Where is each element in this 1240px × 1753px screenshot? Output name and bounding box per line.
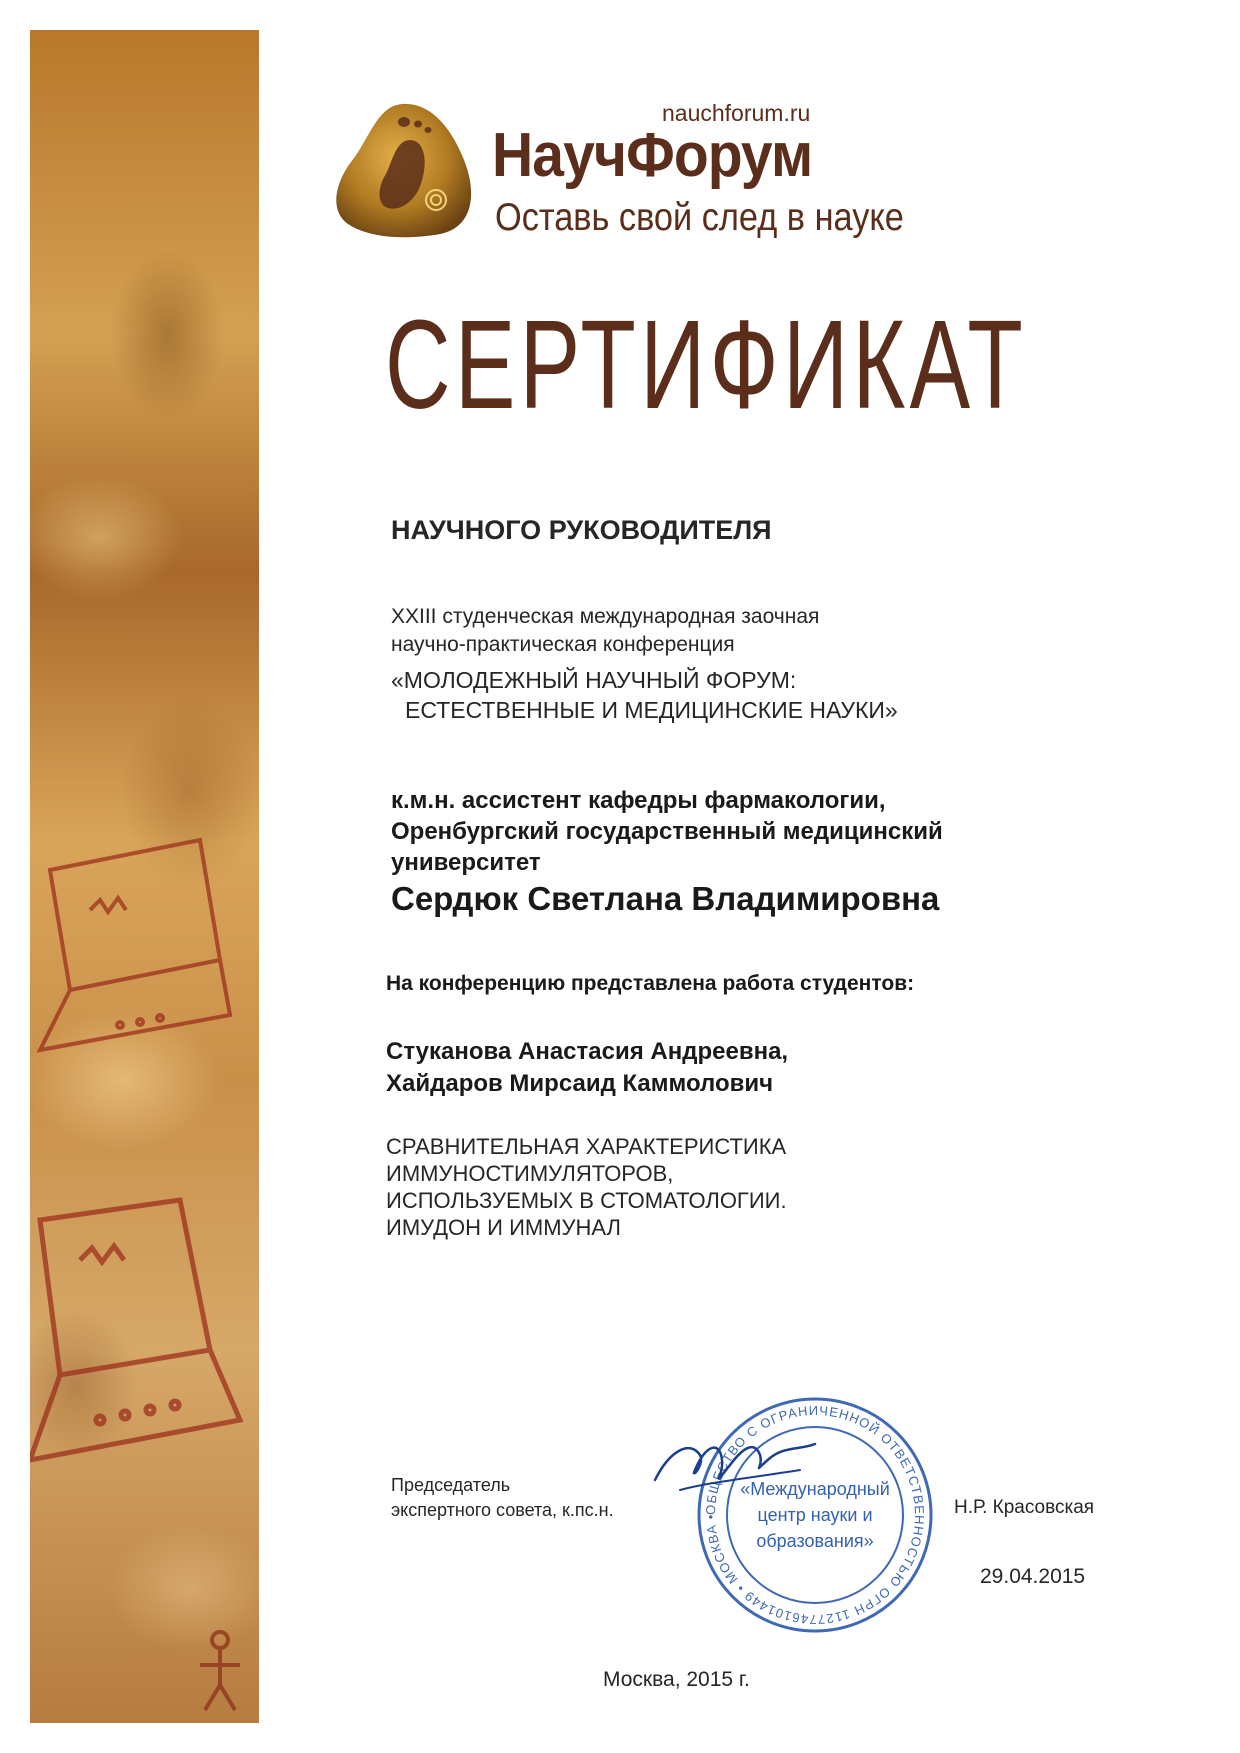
stamp-center-line-3: образования» (756, 1531, 874, 1551)
work-title (386, 1133, 787, 1241)
stamp-ring-text: ОБЩЕСТВО С ОГРАНИЧЕННОЙ ОТВЕТСТВЕННОСТЬЮ ОГРН 1127746101449 • МОСКВА • (702, 1402, 928, 1628)
chair-title-line-2: экспертного совета, к.пс.н. (391, 1500, 614, 1520)
work-title-line-4: ИМУДОН И ИММУНАЛ (386, 1215, 621, 1240)
logo-name: НаучФорум (492, 121, 813, 190)
work-title-line-3: ИСПОЛЬЗУЕМЫХ В СТОМАТОЛОГИИ. (386, 1188, 787, 1213)
stamp-center-line-2: центр науки и (757, 1505, 873, 1525)
conference-description (391, 603, 819, 659)
footprint-stone-logo-icon (332, 100, 480, 240)
decorative-side-strip (30, 30, 259, 1723)
students-list (386, 1036, 788, 1100)
recipient-name: Сердюк Светлана Владимировна (391, 880, 940, 917)
figure-rock-drawing-icon (30, 1620, 259, 1720)
handwritten-signature (650, 1420, 820, 1510)
affiliation-line-3: университет (391, 849, 541, 876)
conference-line-2: научно-практическая конференция (391, 633, 735, 656)
chair-title-line-1: Председатель (391, 1475, 511, 1495)
chair-title (391, 1473, 614, 1523)
certificate-role: НАУЧНОГО РУКОВОДИТЕЛЯ (391, 515, 772, 545)
affiliation-line-1: к.м.н. ассистент кафедры фармакологии, (391, 787, 886, 814)
city-year: Москва, 2015 г. (603, 1668, 750, 1691)
work-title-line-2: ИММУНОСТИМУЛЯТОРОВ, (386, 1161, 674, 1186)
logo-url: nauchforum.ru (662, 100, 811, 126)
student-2: Хайдаров Мирсаид Каммолович (386, 1070, 774, 1097)
conference-name-line-1: «МОЛОДЕЖНЫЙ НАУЧНЫЙ ФОРУМ: (391, 667, 797, 693)
certificate-title: СЕРТИФИКАТ (385, 294, 1028, 435)
logo-slogan: Оставь свой след в науке (495, 196, 904, 239)
student-1: Стуканова Анастасия Андреевна, (386, 1038, 789, 1065)
work-title-line-1: СРАВНИТЕЛЬНАЯ ХАРАКТЕРИСТИКА (386, 1134, 787, 1159)
recipient-affiliation (391, 785, 943, 878)
chair-name: Н.Р. Красовская (954, 1497, 1095, 1518)
laptop-rock-drawing-icon (30, 800, 259, 1080)
conference-name-line-2: ЕСТЕСТВЕННЫЕ И МЕДИЦИНСКИЕ НАУКИ» (405, 697, 898, 723)
certificate-date: 29.04.2015 (980, 1565, 1086, 1588)
affiliation-line-2: Оренбургский государственный медицинский (391, 818, 943, 845)
stamp-center-line-1: «Международный (740, 1479, 890, 1499)
conference-name (391, 665, 898, 725)
laptop-rock-drawing-icon-2 (30, 1160, 259, 1520)
students-label: На конференцию представлена работа студентов: (386, 972, 915, 995)
conference-line-1: XXIII студенческая международная заочная (391, 605, 820, 628)
nauchforum-logo (332, 92, 982, 252)
